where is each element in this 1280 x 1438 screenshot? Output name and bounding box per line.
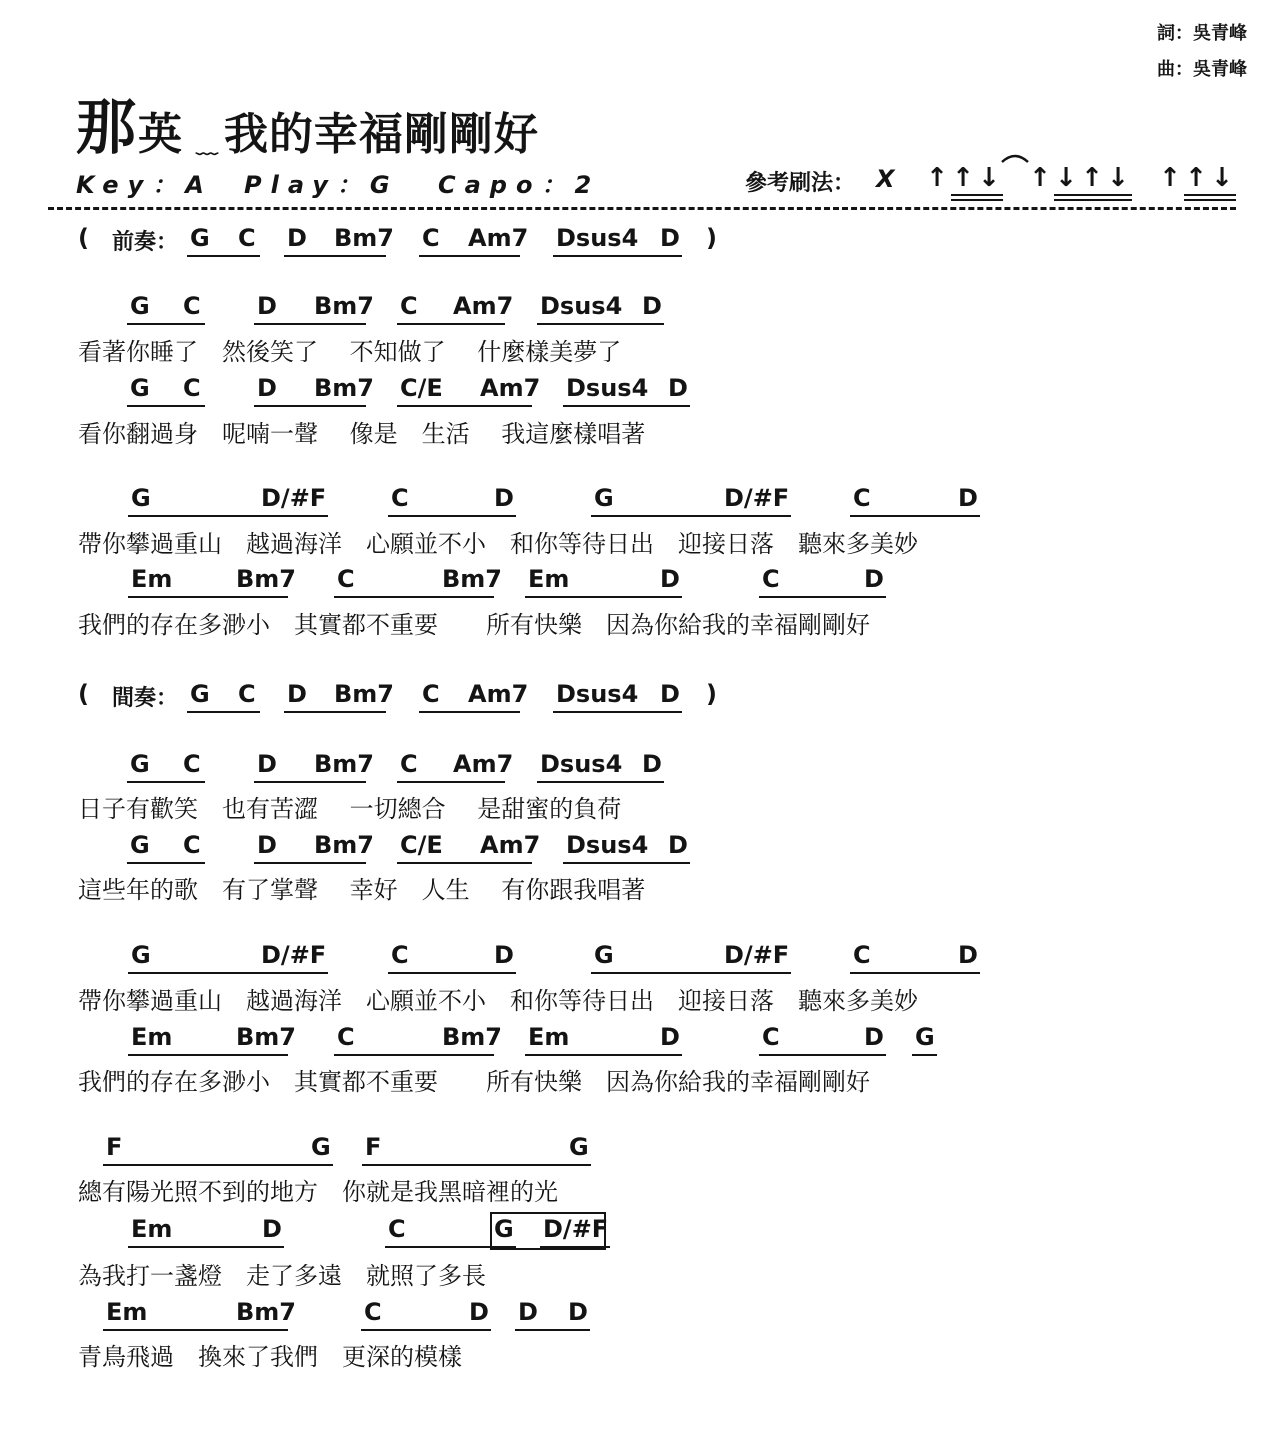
close-paren: ) <box>706 224 717 252</box>
chord-name: C <box>238 224 256 252</box>
chord-underline <box>525 1054 682 1056</box>
chord-name: D <box>668 374 688 402</box>
chord-name: G <box>594 484 614 512</box>
chord-name: D/#F <box>724 484 790 512</box>
lyric-line: 日子有歡笑 也有苦澀 一切總合 是甜蜜的負荷 <box>78 795 622 823</box>
chord-underline <box>515 1329 590 1331</box>
chord-name: D <box>668 831 688 859</box>
chord-name: G <box>130 831 150 859</box>
chord-name: Bm7 <box>236 565 296 593</box>
chord-name: Em <box>106 1298 148 1326</box>
lyric-line: 總有陽光照不到的地方 你就是我黑暗裡的光 <box>78 1178 558 1206</box>
chord-name: Em <box>528 565 570 593</box>
strum-label: 參考刷法： <box>745 171 856 196</box>
strum-underline <box>1184 194 1236 196</box>
lyricist-credit: 詞：吳青峰 <box>1157 23 1247 44</box>
chord-underline <box>591 972 791 974</box>
lyric-line: 看你翻過身 呢喃一聲 像是 生活 我這麼樣唱著 <box>78 420 646 448</box>
composer-credit: 曲：吳青峰 <box>1157 59 1247 80</box>
chord-name: G <box>131 941 151 969</box>
chord-name: G <box>311 1133 331 1161</box>
chord-underline <box>525 596 682 598</box>
strum-underline <box>1184 199 1236 201</box>
lyric-line: 我們的存在多渺小 其實都不重要 所有快樂 因為你給我的幸福剛剛好 <box>78 611 870 639</box>
chord-name: D <box>257 750 277 778</box>
chord-underline <box>912 1054 937 1056</box>
chord-name: D <box>642 750 662 778</box>
chord-underline <box>563 862 690 864</box>
chord-underline <box>563 405 690 407</box>
chord-name: Bm7 <box>314 374 374 402</box>
chord-underline <box>850 972 980 974</box>
chord-name: D <box>864 1023 884 1051</box>
chord-name: C <box>391 941 409 969</box>
down-arrow-icon: ↓ <box>1055 163 1077 193</box>
up-arrow-icon: ↑ <box>1029 163 1051 193</box>
chord-underline <box>284 255 386 257</box>
title-separator: ﹏ <box>196 134 219 159</box>
chord-underline <box>128 1054 288 1056</box>
chord-underline <box>128 515 328 517</box>
lyric-line: 帶你攀過重山 越過海洋 心願並不小 和你等待日出 迎接日落 聽來多美妙 <box>78 530 918 558</box>
chord-name: D <box>660 224 680 252</box>
chord-underline <box>388 515 516 517</box>
chord-name: Bm7 <box>236 1298 296 1326</box>
strum-x-mark: X <box>876 165 895 193</box>
chord-name: Bm7 <box>442 565 502 593</box>
chord-name: D <box>494 484 514 512</box>
up-arrow-icon: ↑ <box>952 163 974 193</box>
chord-name: D <box>469 1298 489 1326</box>
up-arrow-icon: ↑ <box>1185 163 1207 193</box>
chord-name: D <box>864 565 884 593</box>
chord-underline <box>254 862 366 864</box>
chord-name: D <box>257 831 277 859</box>
chord-name: G <box>130 292 150 320</box>
chord-name: D <box>257 374 277 402</box>
chord-name: C/E <box>400 374 443 402</box>
play-info: Play：G <box>244 171 399 199</box>
chord-underline <box>127 323 205 325</box>
chord-name: G <box>130 374 150 402</box>
chord-underline <box>553 255 682 257</box>
chord-name: C <box>400 750 418 778</box>
chord-name: G <box>569 1133 589 1161</box>
open-paren: ( <box>78 680 89 708</box>
chord-underline <box>103 1164 333 1166</box>
chord-name: Bm7 <box>236 1023 296 1051</box>
up-arrow-icon: ↑ <box>926 163 948 193</box>
chord-name: D <box>568 1298 588 1326</box>
chord-name: C <box>853 941 871 969</box>
interlude-label: 間奏： <box>112 686 179 711</box>
song-title: 我的幸福剛剛好 <box>224 109 540 160</box>
chord-underline <box>850 515 980 517</box>
chord-name: F <box>365 1133 382 1161</box>
chord-name: Am7 <box>468 680 529 708</box>
prelude-label: 前奏： <box>112 230 179 255</box>
strum-group <box>1028 164 1130 192</box>
chord-name: D/#F <box>261 941 327 969</box>
chord-underline <box>553 711 682 713</box>
chord-name: D <box>262 1215 282 1243</box>
down-arrow-icon: ↓ <box>1211 163 1233 193</box>
artist-name-rest: 英 <box>138 109 182 160</box>
chord-name: C <box>400 292 418 320</box>
chord-name: C <box>388 1215 406 1243</box>
chord-name: G <box>131 484 151 512</box>
lyric-line: 這些年的歌 有了掌聲 幸好 人生 有你跟我唱著 <box>78 876 646 904</box>
chord-name: D <box>287 680 307 708</box>
chord-name: Bm7 <box>314 292 374 320</box>
lyric-line: 看著你睡了 然後笑了 不知做了 什麼樣美夢了 <box>78 338 622 366</box>
chord-underline <box>254 405 366 407</box>
chord-name: D/#F <box>724 941 790 969</box>
chord-name: D <box>660 680 680 708</box>
lyric-line: 青鳥飛過 換來了我們 更深的模樣 <box>78 1343 462 1371</box>
chord-underline <box>419 255 520 257</box>
chord-underline <box>127 862 205 864</box>
strum-underline <box>1054 199 1132 201</box>
strum-underline <box>1054 194 1132 196</box>
key-info: Key：A <box>76 171 213 199</box>
chord-name: G <box>594 941 614 969</box>
chord-name: Dsus4 <box>566 831 649 859</box>
chord-name: G <box>130 750 150 778</box>
chord-name: C <box>183 374 201 402</box>
lyric-line: 我們的存在多渺小 其實都不重要 所有快樂 因為你給我的幸福剛剛好 <box>78 1068 870 1096</box>
chord-name: Am7 <box>453 750 514 778</box>
chord-name: Dsus4 <box>540 292 623 320</box>
chord-underline <box>397 781 505 783</box>
chord-name: G <box>494 1215 514 1243</box>
song-heading <box>76 80 539 166</box>
chord-underline <box>362 1164 591 1166</box>
chord-name: C <box>422 224 440 252</box>
down-arrow-icon: ↓ <box>1107 163 1129 193</box>
chord-underline <box>397 405 532 407</box>
chord-name: C <box>183 292 201 320</box>
chord-name: Bm7 <box>334 224 394 252</box>
chord-name: C <box>183 831 201 859</box>
tie-icon <box>1000 150 1030 164</box>
strum-group <box>925 164 1001 192</box>
chord-name: D <box>257 292 277 320</box>
strum-underline <box>951 194 1003 196</box>
lyric-line: 為我打一盞燈 走了多遠 就照了多長 <box>78 1262 486 1290</box>
chord-underline <box>397 323 505 325</box>
chord-name: Dsus4 <box>556 224 639 252</box>
chord-underline <box>759 596 886 598</box>
chord-name: Dsus4 <box>540 750 623 778</box>
chord-name: D <box>518 1298 538 1326</box>
chord-underline <box>127 405 205 407</box>
chord-name: D <box>660 1023 680 1051</box>
chord-name: Dsus4 <box>566 374 649 402</box>
strum-underline <box>951 199 1003 201</box>
chord-name: Bm7 <box>314 831 374 859</box>
chord-name: D <box>642 292 662 320</box>
chord-name: C <box>391 484 409 512</box>
artist-name-first: 那 <box>76 93 136 163</box>
chord-name: C <box>762 1023 780 1051</box>
chord-underline <box>128 972 328 974</box>
chord-name: C <box>422 680 440 708</box>
chord-name: Bm7 <box>442 1023 502 1051</box>
chord-underline <box>254 323 366 325</box>
chord-underline <box>128 1246 284 1248</box>
chord-underline <box>334 1054 494 1056</box>
chord-name: C <box>183 750 201 778</box>
chord-name: D <box>494 941 514 969</box>
strum-group <box>1158 164 1234 192</box>
chord-underline <box>591 515 791 517</box>
chord-underline <box>397 862 532 864</box>
down-arrow-icon: ↓ <box>978 163 1000 193</box>
chord-name: C <box>364 1298 382 1326</box>
chord-name: C/E <box>400 831 443 859</box>
chord-underline <box>759 1054 886 1056</box>
chord-underline <box>334 596 494 598</box>
chord-name: C <box>762 565 780 593</box>
chord-underline <box>419 711 520 713</box>
chord-underline <box>361 1329 491 1331</box>
chord-underline <box>103 1329 288 1331</box>
chord-name: Am7 <box>480 374 541 402</box>
lyric-line: 帶你攀過重山 越過海洋 心願並不小 和你等待日出 迎接日落 聽來多美妙 <box>78 987 918 1015</box>
chord-name: Am7 <box>480 831 541 859</box>
chord-name: C <box>853 484 871 512</box>
chord-underline <box>388 972 516 974</box>
chord-underline <box>254 781 366 783</box>
chord-underline <box>128 596 288 598</box>
header-divider <box>48 207 1236 210</box>
chord-name: G <box>190 680 210 708</box>
chord-underline <box>187 255 260 257</box>
chord-name: Em <box>131 1215 173 1243</box>
up-arrow-icon: ↑ <box>1159 163 1181 193</box>
chord-name: Bm7 <box>334 680 394 708</box>
chord-underline <box>537 323 664 325</box>
up-arrow-icon: ↑ <box>1081 163 1103 193</box>
highlight-box <box>490 1212 609 1250</box>
chord-name: Em <box>131 1023 173 1051</box>
chord-name: C <box>337 1023 355 1051</box>
chord-name: C <box>337 565 355 593</box>
chord-name: F <box>106 1133 123 1161</box>
chord-name: G <box>915 1023 935 1051</box>
chord-name: D <box>287 224 307 252</box>
chord-name: Am7 <box>468 224 529 252</box>
chord-name: C <box>238 680 256 708</box>
chord-underline <box>537 781 664 783</box>
chord-name: D/#F <box>261 484 327 512</box>
chord-underline <box>187 711 260 713</box>
capo-info: Capo：2 <box>438 171 601 199</box>
chord-name: G <box>190 224 210 252</box>
chord-name: D <box>958 484 978 512</box>
chord-name: Em <box>131 565 173 593</box>
chord-name: D <box>958 941 978 969</box>
open-paren: ( <box>78 224 89 252</box>
chord-name: Em <box>528 1023 570 1051</box>
chord-name: Am7 <box>453 292 514 320</box>
chord-name: D/#F <box>543 1215 609 1243</box>
chord-name: D <box>660 565 680 593</box>
chord-underline <box>284 711 386 713</box>
chord-name: Bm7 <box>314 750 374 778</box>
chord-underline <box>127 781 205 783</box>
chord-name: Dsus4 <box>556 680 639 708</box>
close-paren: ) <box>706 680 717 708</box>
